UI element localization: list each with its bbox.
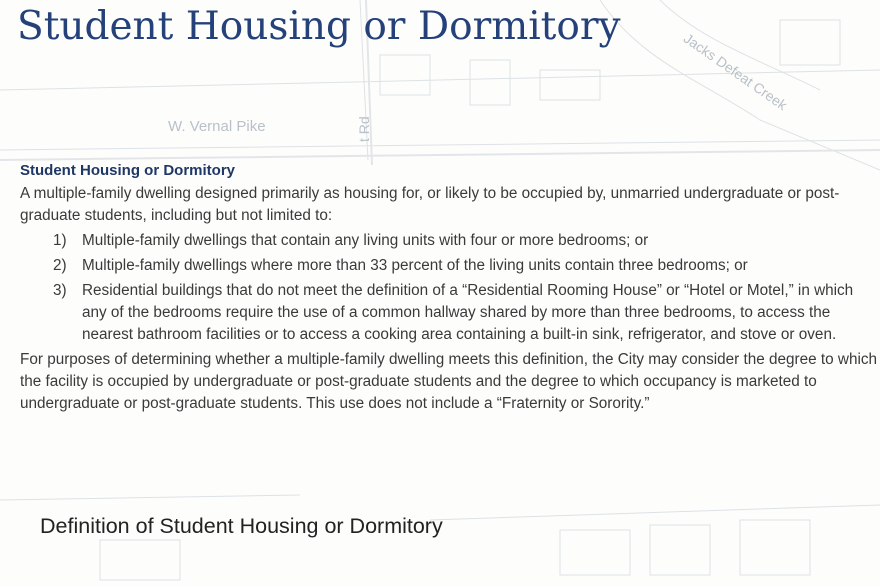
map-road-label: W. Vernal Pike bbox=[168, 118, 266, 135]
slide-title: Student Housing or Dormitory bbox=[17, 4, 621, 49]
list-item-text: Multiple-family dwellings that contain any living units with four or more bedrooms; or bbox=[82, 232, 649, 249]
list-item-text: Residential buildings that do not meet the definition of a “Residential Rooming House” or “Hotel or Motel,” in which any of the bedrooms require the use of a common hallway shared by more than three bedrooms, to access the nearest bathroom facilities or to access a cooking area containing a built-in sink, refrigerator, and stove or oven. bbox=[82, 282, 854, 343]
list-item bbox=[20, 280, 878, 346]
definition-purpose: For purposes of determining whether a multiple-family dwelling meets this definition, the City may consider the degree to which the facility is occupied by undergraduate or post-graduate students and the degree to which occupancy is marketed to undergraduate or post-graduate students. This use does not include a “Fraternity or Sorority.” bbox=[20, 351, 878, 412]
list-item-number: 3) bbox=[53, 282, 67, 299]
map-road-label-vertical: t Rd bbox=[356, 116, 372, 142]
list-item-number: 2) bbox=[53, 257, 67, 274]
list-item-number: 1) bbox=[53, 232, 67, 249]
definition-heading: Student Housing or Dormitory bbox=[20, 162, 235, 179]
list-item-text: Multiple-family dwellings where more than 33 percent of the living units contain three bedrooms; or bbox=[82, 257, 748, 274]
slide-caption: Definition of Student Housing or Dormitory bbox=[40, 514, 443, 538]
list-item bbox=[20, 230, 878, 252]
list-item bbox=[20, 255, 878, 277]
definition-list bbox=[20, 230, 878, 346]
definition-block bbox=[20, 162, 878, 415]
map-creek-label: Jacks Defeat Creek bbox=[680, 30, 791, 114]
definition-intro: A multiple-family dwelling designed primarily as housing for, or likely to be occupied by, unmarried undergraduate or post-graduate students, including but not limited to: bbox=[20, 185, 840, 224]
